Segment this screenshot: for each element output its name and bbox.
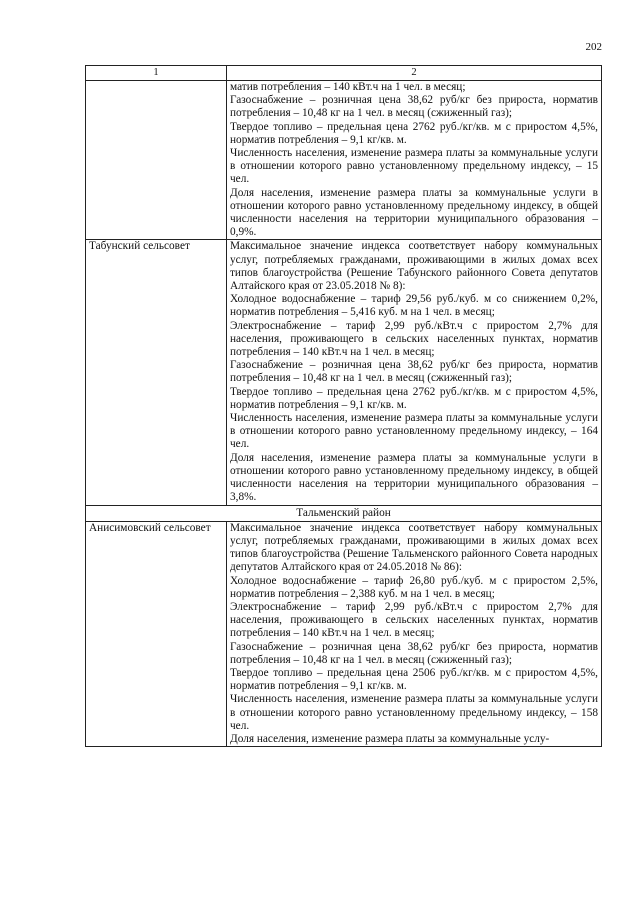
paragraph: Твердое топливо – предельная цена 2506 руб./кг/кв. м с приростом 4,5%, норматив потребления – 9,1 кг/кв. м. [230, 666, 598, 693]
paragraph: Газоснабжение – розничная цена 38,62 руб/кг без прироста, норматив потребления – 10,48 кг на 1 чел. в месяц (сжиженный газ); [230, 94, 598, 120]
paragraph: Электроснабжение – тариф 2,99 руб./кВт.ч с приростом 2,7% для населения, проживающего в сельских населенных пунктах, норматив потребления – 140 кВт.ч на 1 чел. в месяц; [230, 319, 598, 359]
paragraph: Твердое топливо – предельная цена 2762 руб./кг/кв. м с приростом 4,5%, норматив потребления – 9,1 кг/кв. м. [230, 120, 598, 146]
description-cell [227, 521, 602, 746]
district-title: Тальменский район [86, 505, 602, 521]
paragraph: Численность населения, изменение размера платы за коммунальные услуги в отношении которого равно установленному предельному индексу, – 15 чел. [230, 147, 598, 186]
paragraph: Численность населения, изменение размера платы за коммунальные услуги в отношении которого равно установленному предельному индексу, – 158 чел. [230, 693, 598, 732]
paragraph: Максимальное значение индекса соответствует набору коммунальных услуг, потребляемых гражданами, проживающими в жилых домах всех типов благоустройства (Решение Тальменского районного Совета народных депутатов Алтайского края от 24.05.2018 № 86): [230, 521, 598, 574]
paragraph: Газоснабжение – розничная цена 38,62 руб/кг без прироста, норматив потребления – 10,48 кг на 1 чел. в месяц (сжиженный газ); [230, 640, 598, 666]
description-cell [227, 240, 602, 505]
paragraph: Холодное водоснабжение – тариф 29,56 руб./куб. м со снижением 0,2%, норматив потребления – 5,416 куб. м на 1 чел. в месяц; [230, 293, 598, 319]
paragraph: Доля населения, изменение размера платы за коммунальные услуги в отношении которого равно установленному предельному индексу, в общей численности населения на территории муниципального образования – 0,9%. [230, 186, 598, 239]
paragraph: матив потребления – 140 кВт.ч на 1 чел. в месяц; [230, 81, 466, 93]
paragraph: Электроснабжение – тариф 2,99 руб./кВт.ч с приростом 2,7% для населения, проживающего в сельских населенных пунктах, норматив потребления – 140 кВт.ч на 1 чел. в месяц; [230, 600, 598, 640]
paragraph: Максимальное значение индекса соответствует набору коммунальных услуг, потребляемых гражданами, проживающими в жилых домах всех типов благоустройства (Решение Табунского районного Совета депутатов Алтайского края от 23.05.2018 № 8): [230, 240, 598, 293]
paragraph: Доля населения, изменение размера платы за коммунальные услуги в отношении которого равно установленному предельному индексу, в общей численности населения на территории муниципального образования – 3,8%. [230, 451, 598, 504]
paragraph: Холодное водоснабжение – тариф 26,80 руб./куб. м с приростом 2,5%, норматив потребления – 2,388 куб. м на 1 чел. в месяц; [230, 574, 598, 600]
paragraph: Доля населения, изменение размера платы за коммунальные услу- [230, 732, 550, 745]
page-number: 202 [585, 41, 602, 53]
description-cell [227, 81, 602, 240]
paragraph: Численность населения, изменение размера платы за коммунальные услуги в отношении которого равно установленному предельному индексу, – 164 чел. [230, 412, 598, 451]
paragraph: Газоснабжение – розничная цена 38,62 руб/кг без прироста, норматив потребления – 10,48 кг на 1 чел. в месяц (сжиженный газ); [230, 359, 598, 385]
paragraph: Твердое топливо – предельная цена 2762 руб./кг/кв. м с приростом 4,5%, норматив потребления – 9,1 кг/кв. м. [230, 385, 598, 411]
column-2-header: 2 [227, 66, 602, 81]
table-row-tabunsky [86, 240, 602, 505]
column-1-header: 1 [86, 66, 227, 81]
district-header-row [86, 505, 602, 521]
tariff-table [85, 65, 602, 747]
table-row-continuation [86, 81, 602, 240]
table-header-row [86, 66, 602, 81]
table-row-anisimovsky [86, 521, 602, 746]
municipality-name: Анисимовский сельсовет [86, 521, 227, 746]
municipality-name: Табунский сельсовет [86, 240, 227, 505]
municipality-cell-empty [86, 81, 227, 240]
